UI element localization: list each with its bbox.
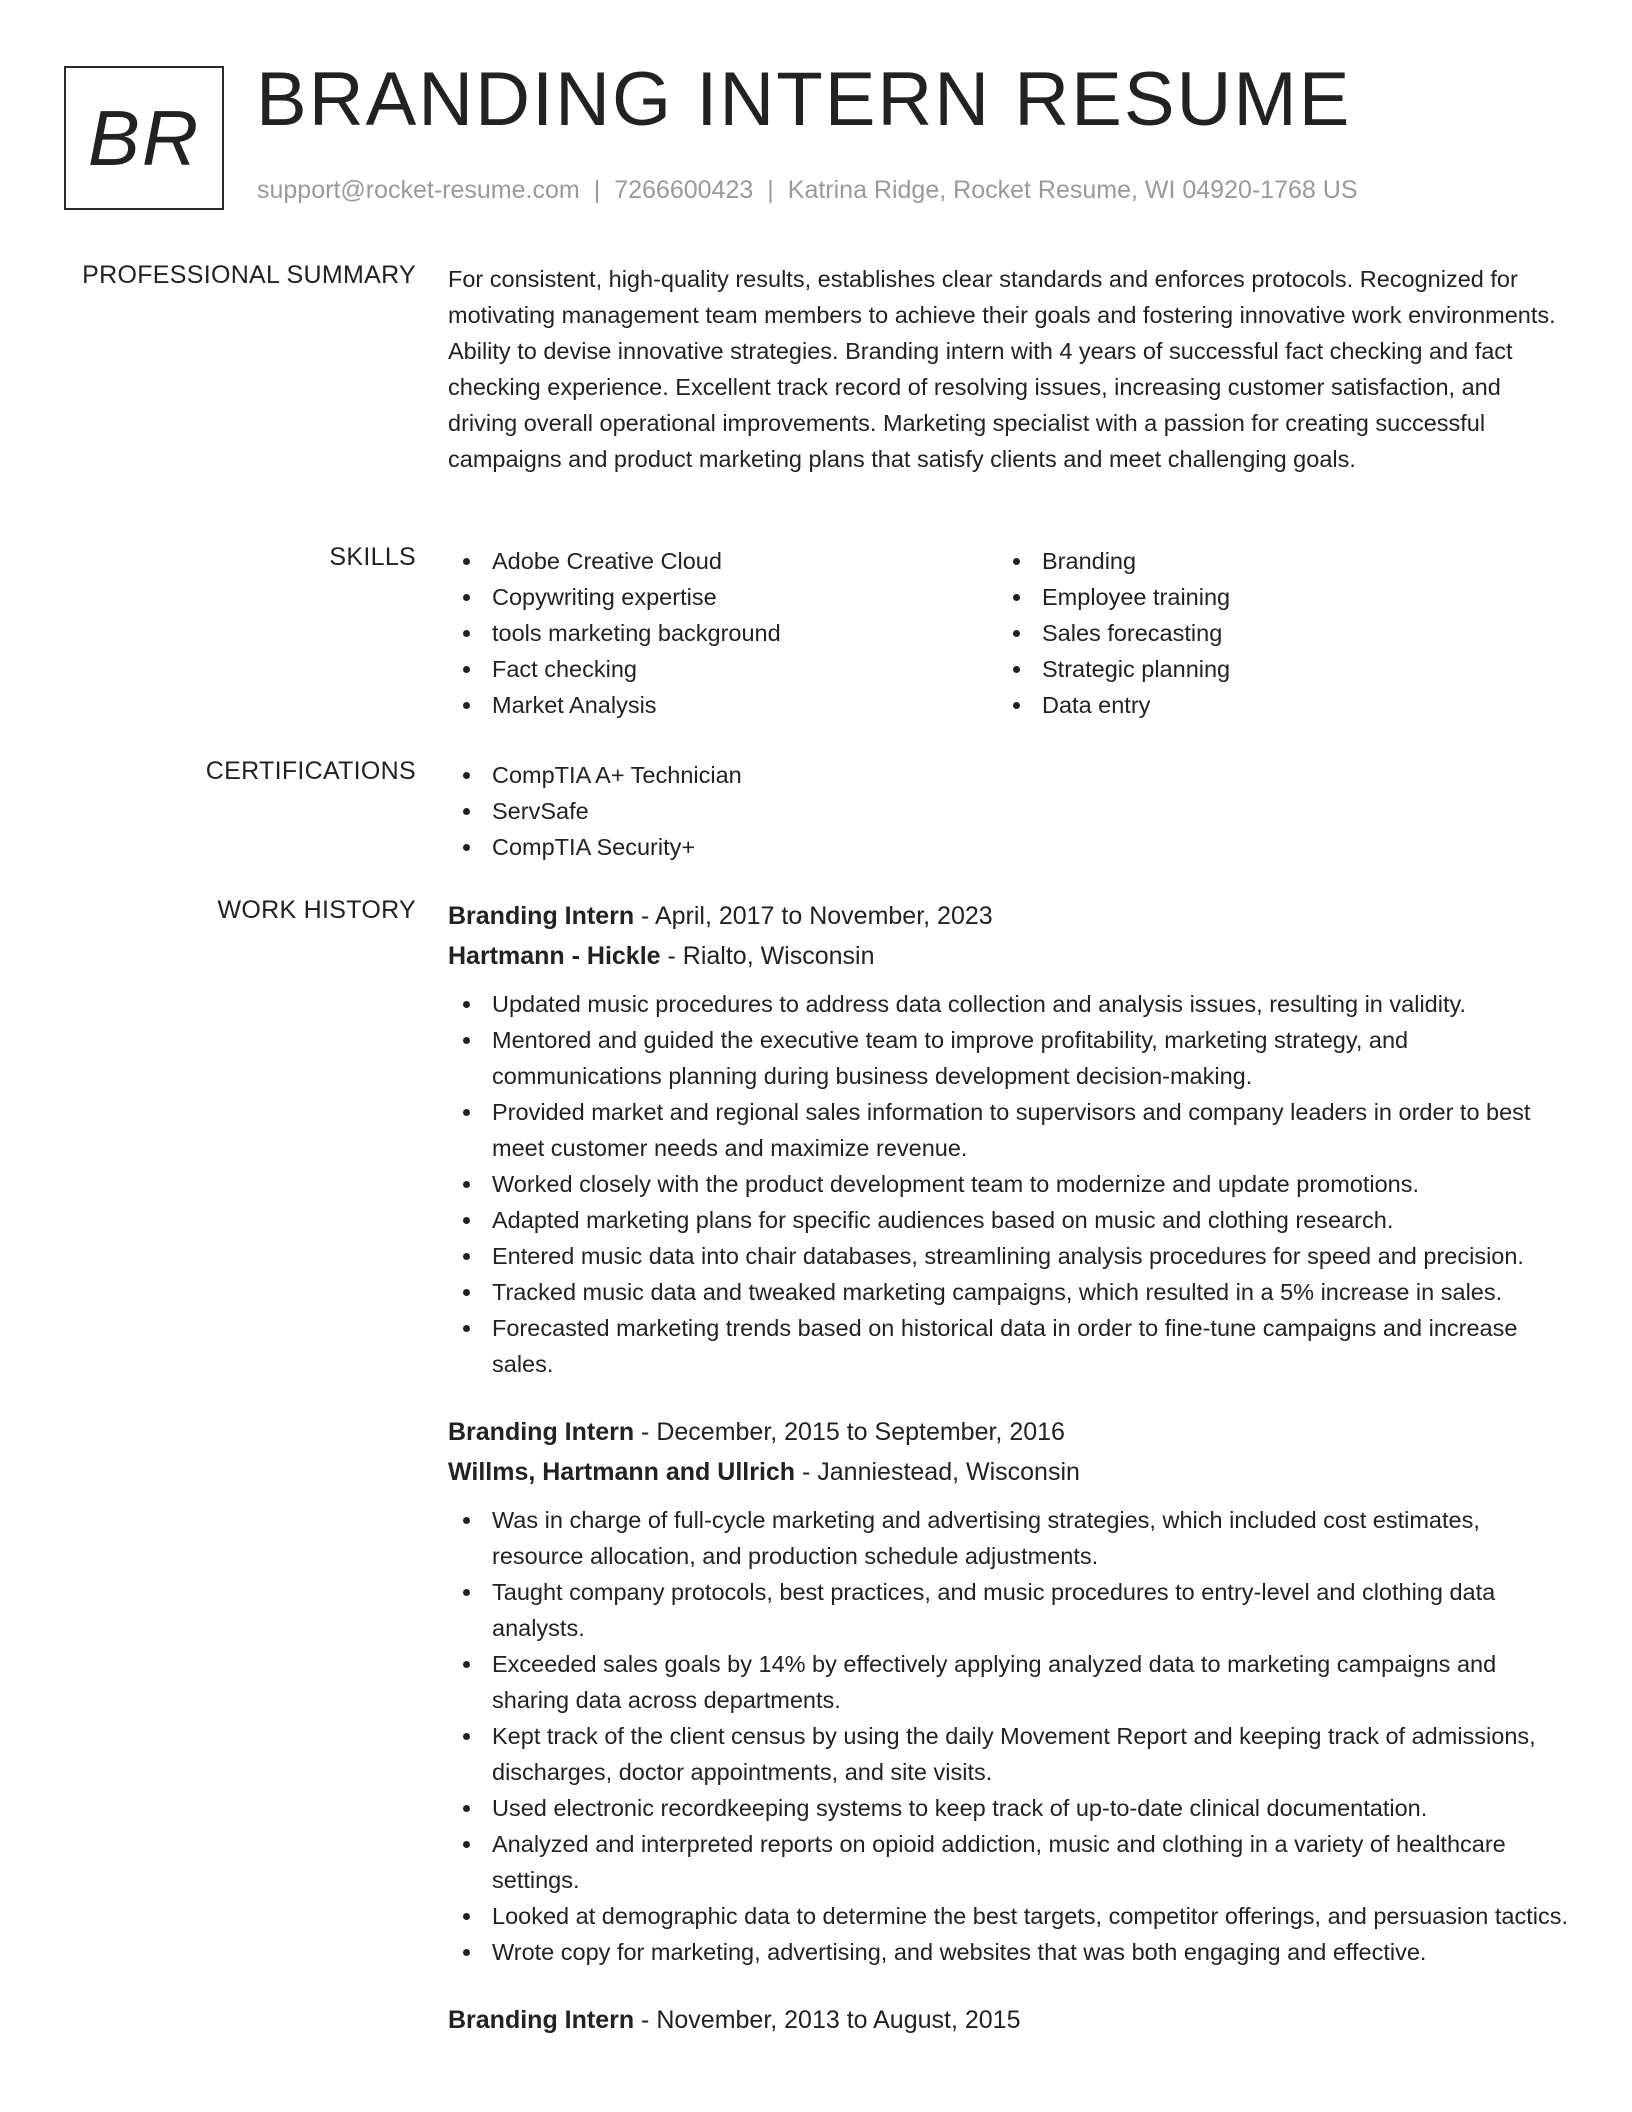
- job-company: Hartmann - Hickle: [448, 942, 661, 970]
- list-item: CompTIA A+ Technician: [448, 757, 1568, 793]
- list-item: Provided market and regional sales information to supervisors and company leaders in order to best meet customer needs and maximize revenue.: [448, 1094, 1568, 1166]
- job-company: Willms, Hartmann and Ullrich: [448, 1458, 796, 1486]
- skills-body: [448, 543, 1568, 723]
- list-item: Fact checking: [448, 651, 998, 687]
- job-dates: - December, 2015 to September, 2016: [634, 1418, 1065, 1446]
- list-item: Entered music data into chair databases, streamlining analysis procedures for speed and precision.: [448, 1238, 1568, 1274]
- certifications-body: [448, 757, 1568, 865]
- certifications-list: [448, 757, 1568, 865]
- contact-phone[interactable]: 7266600423: [614, 176, 754, 204]
- list-item: Branding: [998, 543, 1548, 579]
- job-bullets: [448, 986, 1568, 1382]
- list-item: Strategic planning: [998, 651, 1548, 687]
- list-item: Worked closely with the product development team to modernize and update promotions.: [448, 1166, 1568, 1202]
- skills-list-right: [998, 543, 1548, 723]
- list-item: Wrote copy for marketing, advertising, and websites that was both engaging and effective.: [448, 1934, 1568, 1970]
- list-item: Market Analysis: [448, 687, 998, 723]
- job-title-line: [448, 2000, 1568, 2040]
- list-item: tools marketing background: [448, 615, 998, 651]
- job-title-line: [448, 1412, 1568, 1452]
- job-location: - Janniestead, Wisconsin: [795, 1458, 1080, 1486]
- skills-list-left: [448, 543, 998, 723]
- contact-email[interactable]: support@rocket-resume.com: [257, 176, 580, 204]
- resume-title: BRANDING INTERN RESUME: [256, 57, 1352, 142]
- job-title: Branding Intern: [448, 902, 635, 930]
- list-item: Forecasted marketing trends based on historical data in order to fine-tune campaigns and increase sales.: [448, 1310, 1568, 1382]
- list-item: Analyzed and interpreted reports on opioid addiction, music and clothing in a variety of healthcare settings.: [448, 1826, 1568, 1898]
- skills-heading: SKILLS: [329, 543, 416, 571]
- list-item: Employee training: [998, 579, 1548, 615]
- list-item: ServSafe: [448, 793, 1568, 829]
- list-item: Taught company protocols, best practices, and music procedures to entry-level and clothing data analysts.: [448, 1574, 1568, 1646]
- job-entry: [448, 1412, 1568, 1970]
- list-item: Adapted marketing plans for specific audiences based on music and clothing research.: [448, 1202, 1568, 1238]
- summary-text: For consistent, high-quality results, establishes clear standards and enforces protocols. Recognized for motivating management team members to achieve their goals and fostering innovative work environments. Ability to devise innovative strategies. Branding intern with 4 years of successful fact checking and fact checking experience. Excellent track record of resolving issues, increasing customer satisfaction, and driving overall operational improvements. Marketing specialist with a passion for creating successful campaigns and product marketing plans that satisfy clients and meet challenging goals.: [448, 266, 1556, 472]
- job-dates: - April, 2017 to November, 2023: [634, 902, 993, 930]
- monogram-initials: BR: [87, 93, 201, 182]
- job-title: Branding Intern: [448, 2006, 635, 2034]
- list-item: CompTIA Security+: [448, 829, 1568, 865]
- list-item: Sales forecasting: [998, 615, 1548, 651]
- work-history-heading: WORK HISTORY: [217, 896, 416, 924]
- contact-address: Katrina Ridge, Rocket Resume, WI 04920-1768 US: [787, 176, 1358, 204]
- list-item: Exceeded sales goals by 14% by effectively applying analyzed data to marketing campaigns and sharing data across departments.: [448, 1646, 1568, 1718]
- contact-line: [257, 176, 1358, 205]
- job-entry: [448, 2000, 1568, 2040]
- list-item: Copywriting expertise: [448, 579, 998, 615]
- list-item: Used electronic recordkeeping systems to keep track of up-to-date clinical documentation.: [448, 1790, 1568, 1826]
- list-item: Updated music procedures to address data collection and analysis issues, resulting in validity.: [448, 986, 1568, 1022]
- job-company-line: [448, 936, 1568, 976]
- contact-separator: |: [593, 176, 601, 204]
- job-company-line: [448, 1452, 1568, 1492]
- list-item: Tracked music data and tweaked marketing campaigns, which resulted in a 5% increase in sales.: [448, 1274, 1568, 1310]
- list-item: Kept track of the client census by using the daily Movement Report and keeping track of admissions, discharges, doctor appointments, and site visits.: [448, 1718, 1568, 1790]
- list-item: Adobe Creative Cloud: [448, 543, 998, 579]
- contact-separator: |: [767, 176, 774, 204]
- job-entry: [448, 896, 1568, 1382]
- job-bullets: [448, 1502, 1568, 1970]
- job-location: - Rialto, Wisconsin: [660, 942, 875, 970]
- work-history-body: [448, 896, 1568, 2070]
- certifications-heading: CERTIFICATIONS: [205, 757, 416, 785]
- monogram-box: [64, 66, 224, 210]
- job-title: Branding Intern: [448, 1418, 635, 1446]
- job-title-line: [448, 896, 1568, 936]
- list-item: Looked at demographic data to determine the best targets, competitor offerings, and persuasion tactics.: [448, 1898, 1568, 1934]
- list-item: Mentored and guided the executive team to improve profitability, marketing strategy, and communications planning during business development decision-making.: [448, 1022, 1568, 1094]
- summary-heading: PROFESSIONAL SUMMARY: [82, 261, 416, 289]
- job-dates: - November, 2013 to August, 2015: [634, 2006, 1021, 2034]
- list-item: Was in charge of full-cycle marketing and advertising strategies, which included cost estimates, resource allocation, and production schedule adjustments.: [448, 1502, 1568, 1574]
- list-item: Data entry: [998, 687, 1548, 723]
